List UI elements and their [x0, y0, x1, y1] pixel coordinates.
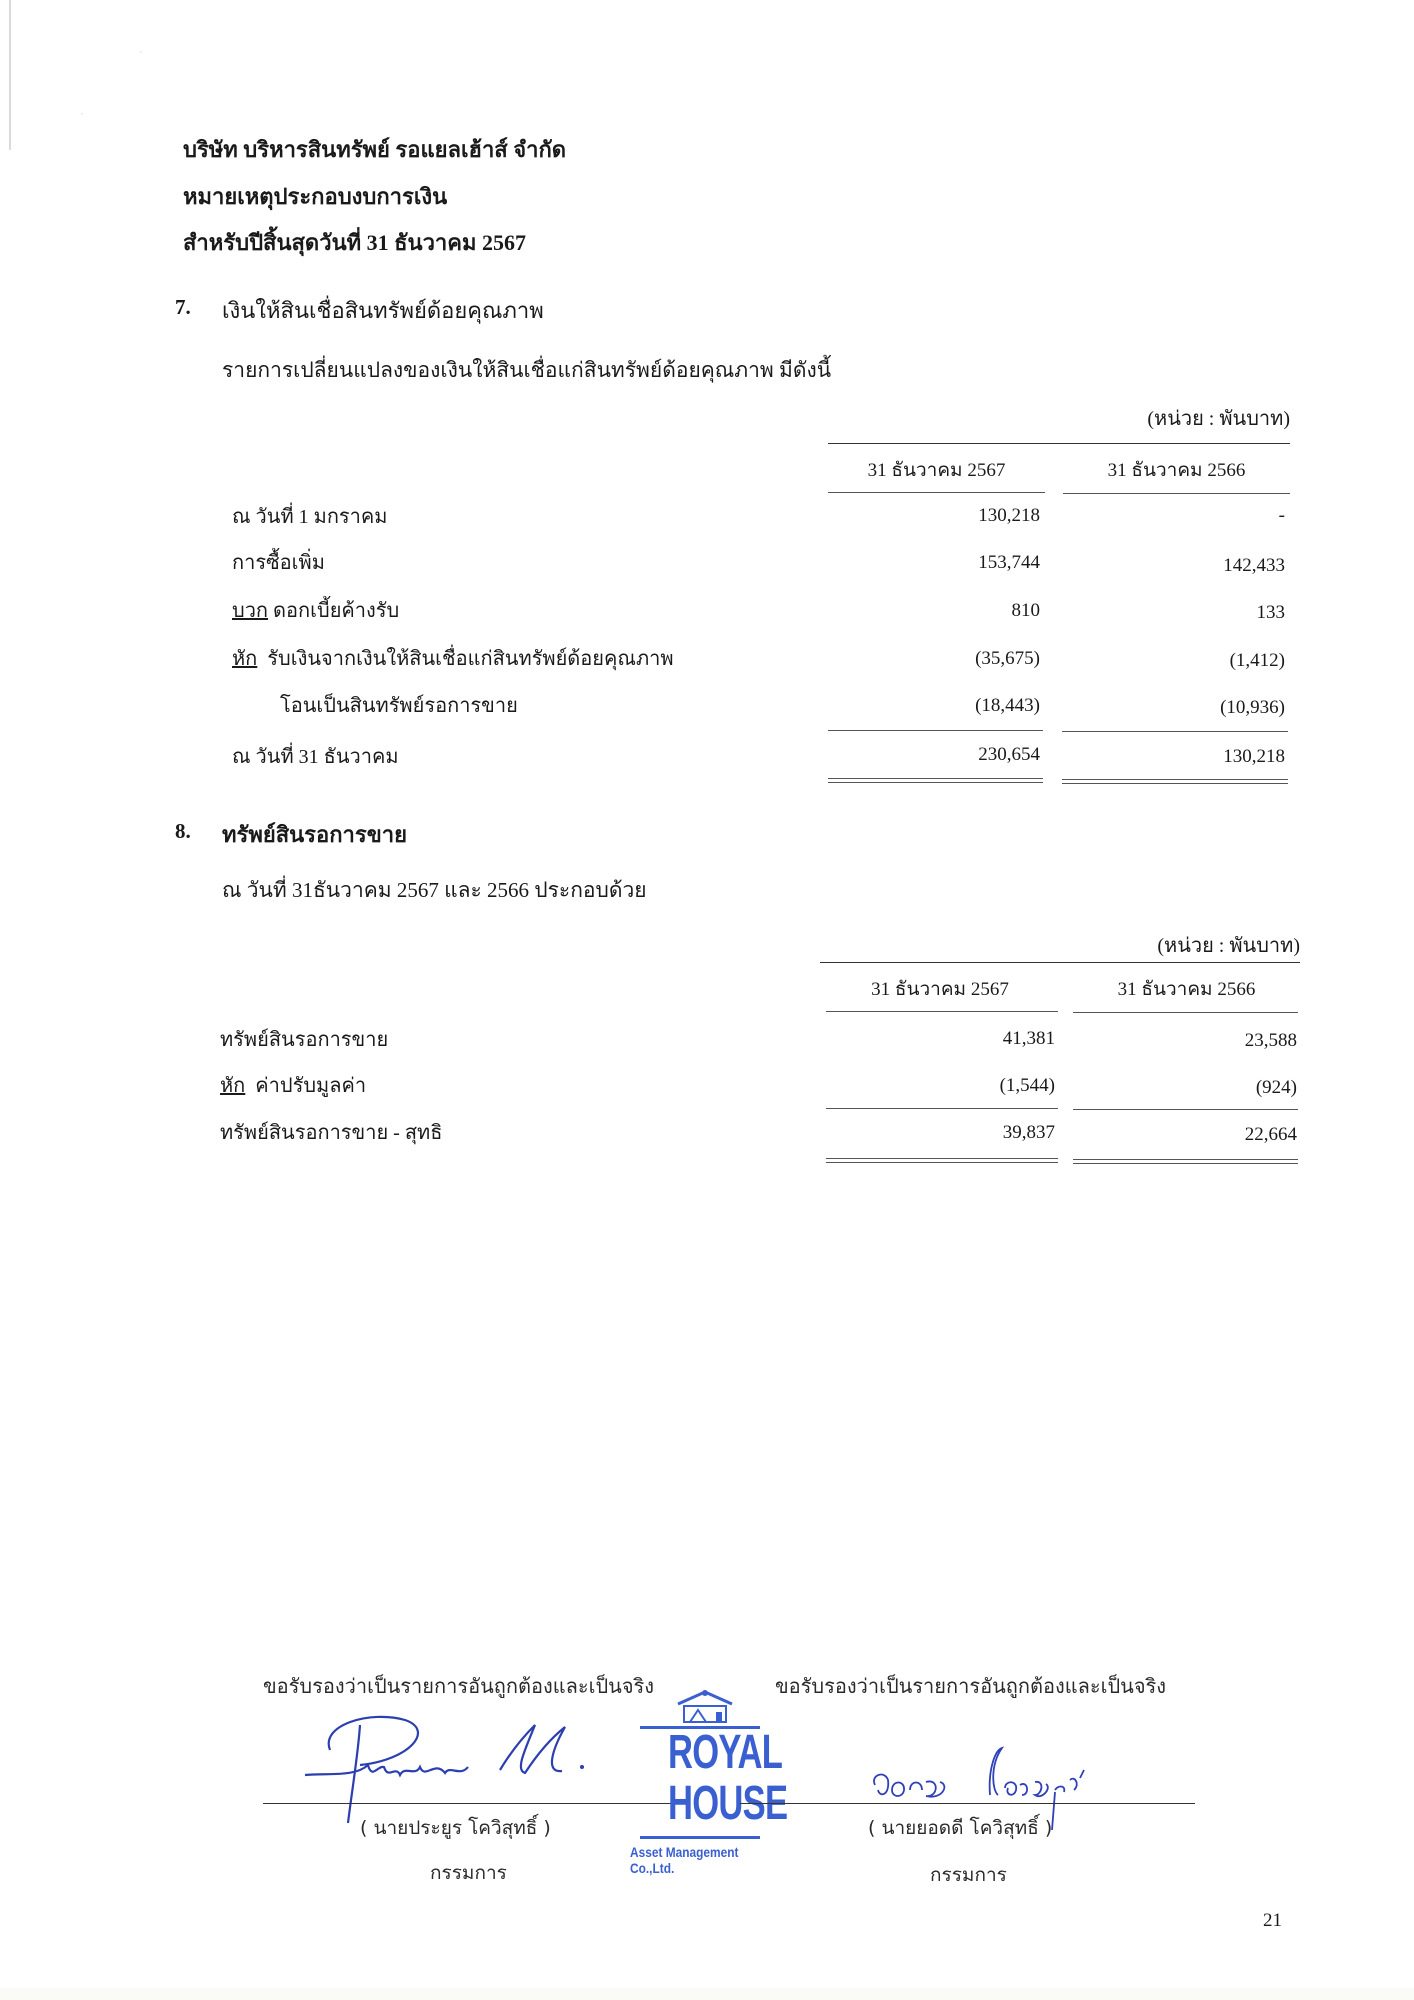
signature-line-left [263, 1803, 683, 1804]
row-label: การซื้อเพิ่ม [232, 552, 325, 574]
signer-role-left: กรรมการ [430, 1862, 507, 1884]
subtotal-rule [1073, 1109, 1298, 1110]
section-8-title: ทรัพย์สินรอการขาย [222, 822, 407, 847]
total-label: ณ วันที่ 31 ธันวาคม [232, 746, 399, 768]
logo-subtitle: Asset Management Co.,Ltd. [630, 1844, 739, 1876]
row-label: ณ วันที่ 1 มกราคม [232, 506, 388, 528]
row-label: ทรัพย์สินรอการขาย [220, 1029, 389, 1051]
section-7-unit-label: (หน่วย : พันบาท) [1147, 408, 1290, 430]
value-2566: 23,588 [1244, 1030, 1297, 1051]
double-underline [826, 1158, 1058, 1163]
value-2567: (1,544) [999, 1075, 1055, 1096]
double-underline [1062, 779, 1288, 784]
signer-role-right: กรรมการ [930, 1864, 1007, 1886]
table-top-rule [828, 443, 1290, 444]
logo-word-royal: ROYAL [668, 1726, 783, 1779]
section-8-intro: ณ วันที่ 31ธันวาคม 2567 และ 2566 ประกอบด้วย [222, 878, 647, 902]
total-2567: 39,837 [1002, 1122, 1055, 1143]
total-label: ทรัพย์สินรอการขาย - สุทธิ [220, 1122, 443, 1144]
row-prefix: หัก [232, 648, 258, 670]
total-2567: 230,654 [978, 744, 1040, 765]
document-title: หมายเหตุประกอบงบการเงิน [183, 184, 448, 209]
row-label: ค่าปรับมูลค่า [255, 1075, 367, 1097]
section-8-unit-label: (หน่วย : พันบาท) [1157, 935, 1300, 957]
value-2566: (1,412) [1229, 650, 1285, 671]
subtotal-rule [828, 730, 1043, 731]
signature-line-right [740, 1803, 1195, 1804]
value-2567: 41,381 [1002, 1028, 1055, 1049]
value-2566: (10,936) [1220, 697, 1285, 718]
signer-name-right: ( นายยอดดี โควิสุทธิ์ ) [868, 1817, 1053, 1839]
row-label-with-prefix [220, 1069, 366, 1101]
scan-edge-line [9, 0, 11, 150]
section-8-number: 8. [175, 819, 191, 843]
double-underline [1073, 1159, 1298, 1164]
row-prefix: หัก [220, 1075, 246, 1097]
column-header-2567: 31 ธันวาคม 2567 [867, 460, 1006, 481]
company-name: บริษัท บริหารสินทรัพย์ รอแยลเฮ้าส์ จำกัด [183, 137, 567, 162]
row-label: โอนเป็นสินทรัพย์รอการขาย [280, 695, 518, 717]
scan-bottom-strip [0, 1988, 1414, 2000]
section-7-title: เงินให้สินเชื่อสินทรัพย์ด้อยคุณภาพ [222, 298, 544, 323]
column-header-rule [1073, 1012, 1298, 1013]
subtotal-rule [826, 1108, 1058, 1109]
column-header-2566: 31 ธันวาคม 2566 [1107, 460, 1246, 481]
column-header-2566: 31 ธันวาคม 2566 [1117, 979, 1256, 1000]
scan-speck: ꞏ [81, 112, 83, 118]
value-2567: (18,443) [975, 695, 1040, 716]
house-roof-icon [670, 1688, 740, 1728]
value-2566: 142,433 [1223, 555, 1285, 576]
logo-bar [640, 1836, 760, 1839]
certification-text-right: ขอรับรองว่าเป็นรายการอันถูกต้องและเป็นจริง [775, 1674, 1167, 1698]
column-header-rule [826, 1011, 1058, 1012]
page-number: 21 [1263, 1910, 1282, 1931]
section-7-number: 7. [175, 295, 191, 319]
certification-text-left: ขอรับรองว่าเป็นรายการอันถูกต้องและเป็นจริง [263, 1674, 655, 1698]
period-heading: สำหรับปีสิ้นสุดวันที่ 31 ธันวาคม 2567 [183, 230, 526, 255]
value-2567: 810 [1011, 600, 1040, 621]
value-2567: (35,675) [975, 648, 1040, 669]
row-label: ดอกเบี้ยค้างรับ [273, 600, 400, 622]
signature-left [300, 1705, 600, 1825]
section-7-intro: รายการเปลี่ยนแปลงของเงินให้สินเชื่อแก่สินทรัพย์ด้อยคุณภาพ มีดังนี้ [222, 358, 832, 382]
double-underline [828, 778, 1043, 783]
scan-speck: ꞏ [140, 50, 142, 56]
row-prefix: บวก [232, 600, 269, 622]
table-top-rule [820, 962, 1300, 963]
row-label-with-prefix [232, 594, 399, 626]
signer-name-left: ( นายประยูร โควิสุทธิ์ ) [360, 1817, 551, 1839]
total-2566: 22,664 [1244, 1124, 1297, 1145]
row-label-with-prefix [232, 642, 674, 674]
subtotal-rule [1062, 731, 1288, 732]
column-header-2567: 31 ธันวาคม 2567 [871, 979, 1009, 1000]
value-2566: 133 [1256, 602, 1285, 623]
value-2567: 153,744 [978, 552, 1040, 573]
value-2567: 130,218 [978, 505, 1040, 526]
value-2566: - [1278, 505, 1285, 526]
column-header-rule [828, 492, 1045, 493]
value-2566: (924) [1255, 1077, 1297, 1098]
total-2566: 130,218 [1223, 746, 1285, 767]
column-header-rule [1063, 493, 1290, 494]
row-label: รับเงินจากเงินให้สินเชื่อแก่สินทรัพย์ด้อยคุณภาพ [267, 648, 674, 670]
logo-word-house: HOUSE [668, 1777, 788, 1830]
company-logo [630, 1688, 800, 1876]
